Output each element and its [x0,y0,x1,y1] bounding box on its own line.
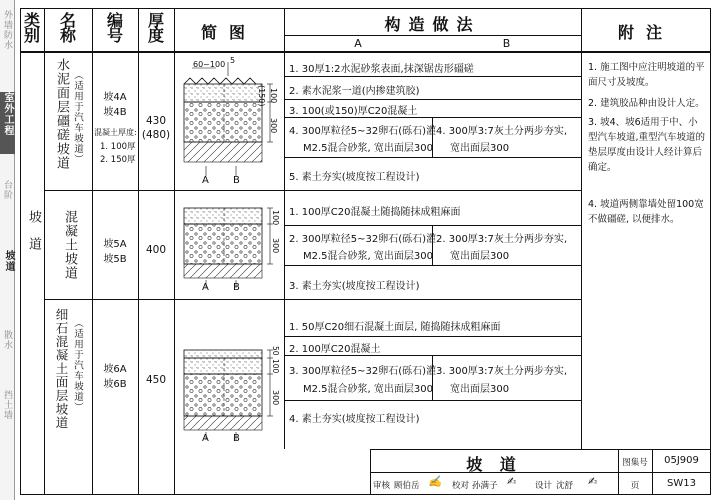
row3-diag-dim-50: 50 [271,346,280,356]
row1-diag-dim-100: 100 [269,88,278,104]
row1-code-a: 坡4A [103,92,127,103]
tb-atlas-label: 图集号 [622,458,648,468]
row1-step1: 1. 30厚1:2水泥砂浆表面,抹深锯齿形礓磋 [289,64,474,75]
row3-code-b: 坡6B [103,379,127,390]
row1-concrete-opt2: 2. 150厚 [100,155,136,165]
tb-title: 坡 道 [466,455,522,474]
row2-a-line2: M2.5混合砂浆, 宽出面层300 [303,251,433,262]
header-name: 名称 [59,11,76,45]
sidebar-item-ramp[interactable]: 坡道 [3,250,14,272]
row3-step2: 2. 100厚C20混凝土 [289,344,381,355]
row2-step3: 3. 素土夯实(坡度按工程设计) [289,281,420,292]
tb-reviewer: 顾伯岳 [394,481,420,491]
row3-b-line1: 3. 300厚3:7灰土分两步夯实, [436,366,568,377]
row1-step5: 5. 素土夯实(坡度按工程设计) [289,172,420,183]
tb-checker: 孙满子 [472,481,498,491]
row1-diag-label-a: A [202,175,209,186]
sidebar-item-outdoor[interactable]: 室外工程 [0,92,15,154]
row1-name: 水泥面层礓磋坡道 [54,58,69,170]
sidebar-item-steps[interactable]: 台阶 [2,180,12,200]
tb-design-label: 设计 [535,481,553,491]
row2-thickness: 400 [145,244,167,256]
header-notes: 附注 [617,23,674,42]
row1-sep-1 [284,76,581,77]
row2-section-diagram [176,196,282,296]
row2-b-line2: 宽出面层300 [450,251,510,262]
row1-b-line1: 4. 300厚3:7灰土分两步夯实, [436,126,568,137]
tb-review-signature: ✍ [428,475,442,488]
row1-concrete-opt1: 1. 100厚 [100,142,136,152]
row2-name: 混凝土坡道 [62,210,77,280]
row1-name-sub: （适用于汽车坡道） [72,70,83,165]
row2-code-b: 坡5B [103,254,127,265]
row2-code-a: 坡5A [103,239,127,250]
row1-bottom-line [44,190,581,191]
tb-check-label: 校对 [452,481,470,491]
tb-designer: 沈舒 [556,481,574,491]
row1-thickness: 430 [145,115,167,127]
header-category: 类别 [23,11,40,45]
row1-concrete-label: 混凝土厚度: [94,128,137,137]
header-col-a: A [354,37,362,50]
col-line-5 [284,8,285,449]
sidebar-item-retaining-wall[interactable]: 挡土墙 [2,390,12,420]
row2-diag-dim-300: 300 [271,238,280,254]
row1-diag-label-b: B [233,175,240,186]
row2-step1: 1. 100厚C20混凝土随捣随抹成粗麻面 [289,207,461,218]
row2-b-line1: 2. 300厚3:7灰土分两步夯实, [436,234,568,245]
header-diagram: 简图 [200,23,257,42]
row1-a-line1: 4. 300厚粒径5~32卵石(砾石)灌 [289,126,437,137]
sidebar-item-apron[interactable]: 散水 [2,330,12,350]
tb-page-no: SW13 [667,478,696,489]
tb-design-signature: ✍ [588,475,598,488]
row3-step4: 4. 素土夯实(坡度按工程设计) [289,414,420,425]
row2-diag-dim-100: 100 [271,210,280,226]
col-line-4 [174,8,175,495]
header-method: 构造做法 [384,15,481,34]
header-divider [284,35,581,36]
row1-section-diagram [176,54,282,188]
col-line-6 [581,8,582,449]
note-1: 1. 施工图中应注明坡道的平面尺寸及坡度。 [588,62,705,88]
tb-review-label: 审核 [373,481,391,491]
row2-a-line1: 2. 300厚粒径5~32卵石(砾石)灌 [289,234,437,245]
header-col-b: B [502,37,511,50]
row3-diag-label-a: A [202,433,209,444]
row3-b-line2: 宽出面层300 [450,384,510,395]
row1-diag-dim-150: (150) [257,85,266,107]
row3-diag-dim-300: 300 [271,390,280,406]
note-3: 3. 坡4、坡6适用于中、小型汽车坡道,重型汽车坡道的垫层厚度由设计人经计算后确定。 [588,117,706,173]
header-thickness: 厚度 [147,11,164,45]
row1-a-line2: M2.5混合砂浆, 宽出面层300 [303,143,433,154]
row3-a-line1: 3. 300厚粒径5~32卵石(砾石)灌 [289,366,437,377]
titleblock-top-line [370,449,711,450]
row3-sep-3 [284,400,581,401]
row3-section-diagram [176,340,282,448]
tb-check-signature: ✍ [507,475,517,488]
row1-b-line2: 宽出面层300 [450,143,510,154]
tb-atlas-no: 05J909 [664,455,699,466]
row1-thickness-alt: (480) [141,129,171,141]
category-value: 坡道 [26,210,41,264]
tb-page-label: 页 [630,481,640,491]
row1-step2: 2. 素水泥浆一道(内掺建筑胶) [289,86,420,97]
sidebar-item-waterproof[interactable]: 外墙防水 [2,10,12,50]
row1-diag-top-dim: 60~100 [193,60,226,69]
row3-sep-1 [284,336,581,337]
row1-code-b: 坡4B [103,107,127,118]
row3-a-line2: M2.5混合砂浆, 宽出面层300 [303,384,433,395]
row3-diag-label-b: B [233,433,240,444]
note-4: 4. 坡道两侧靠墙处留100宽不做礓磋, 以便排水。 [588,199,704,225]
row1-diag-dim-300: 300 [269,118,278,134]
col-line-1 [44,8,45,495]
row1-step3: 3. 100(或150)厚C20混凝土 [289,106,418,117]
header-bottom-line [20,51,711,53]
row2-bottom-line [44,299,581,300]
row2-diag-label-b: B [233,282,240,293]
row3-diag-dim-100: 100 [271,359,280,374]
row1-sep-4 [284,157,581,158]
note-2: 2. 建筑胶品种由设计人定。 [588,98,705,109]
row1-diag-slope: 5 [230,56,236,65]
row2-sep-2 [284,265,581,266]
header-code: 编号 [106,11,123,45]
row3-step1: 1. 50厚C20细石混凝土面层, 随捣随抹成粗麻面 [289,322,501,333]
row3-thickness: 450 [145,374,167,386]
row3-name: 细石混凝土面层坡道 [54,308,69,430]
row3-name-sub: （适用于汽车坡道） [72,318,83,413]
row3-code-a: 坡6A [103,364,127,375]
row1-sep-2 [284,99,581,100]
row2-diag-label-a: A [202,282,209,293]
